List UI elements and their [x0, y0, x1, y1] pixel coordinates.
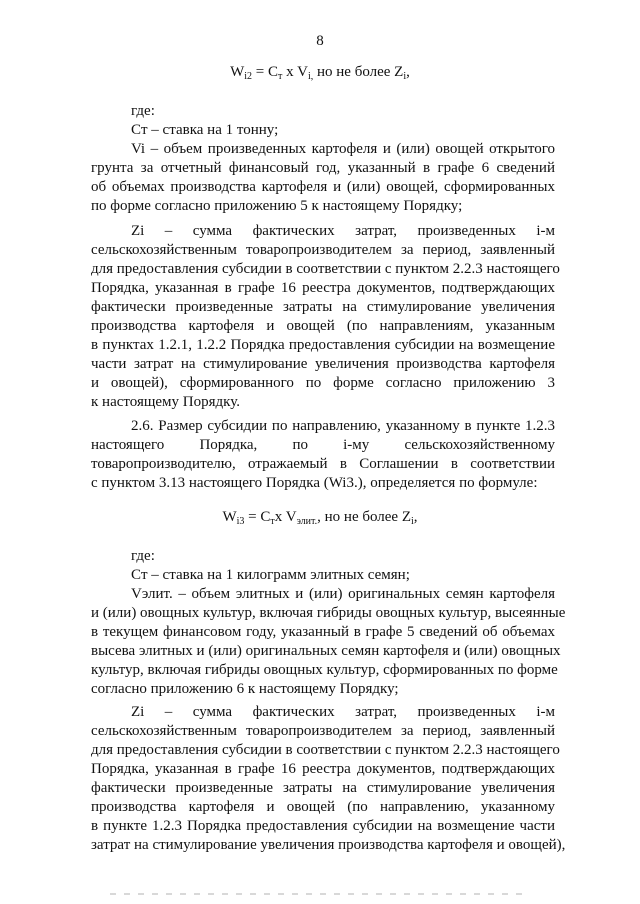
text-line: для предоставления субсидии в соответствии с пунктом 2.2.3 настоящего: [91, 742, 560, 758]
text-line: производства картофеля и овощей (по направлениям, указанным: [91, 318, 555, 334]
text-line: в пункте 1.2.3 Порядка предоставления субсидии на возмещение части: [91, 818, 555, 834]
formula-w: W: [222, 509, 237, 525]
text-line: согласно приложению 6 к настоящему Порядку;: [91, 681, 399, 697]
formula-c-sub: т: [278, 71, 283, 82]
formula-mid: = C: [252, 64, 279, 80]
text-line: в пунктах 1.2.1, 1.2.2 Порядка предоставления субсидии на возмещение: [91, 337, 555, 353]
text-line: товаропроизводителю, отражаемый в Соглашении в соответствии: [91, 456, 555, 472]
formula-end: ,: [413, 509, 418, 525]
text-line: с пунктом 3.13 настоящего Порядка (Wi3.), определяется по формуле:: [91, 475, 538, 491]
text-line: высева элитных и (или) оригинальных семян картофеля и (или) овощных: [91, 643, 561, 659]
text-line: фактически произведенные затраты на стимулирование увеличения: [91, 299, 555, 315]
formula-end: ,: [406, 64, 410, 80]
formula-w: W: [230, 64, 245, 80]
formula-w-sub: i3: [236, 516, 245, 527]
text-line: затрат на стимулирование увеличения производства картофеля и овощей),: [91, 837, 566, 853]
text-line: для предоставления субсидии в соответствии с пунктом 2.2.3 настоящего: [91, 261, 560, 277]
text-line: Порядка, указанная в графе 16 реестра документов, подтверждающих: [91, 761, 555, 777]
formula-mid: = C: [244, 509, 271, 525]
text-line: части затрат на стимулирование увеличения производства картофеля: [91, 356, 555, 372]
text-line: где:: [131, 548, 155, 564]
formula-w-sub: i2: [244, 71, 253, 82]
formula-v-sub: элит.: [296, 516, 318, 527]
formula-x: x V: [274, 509, 297, 525]
text-line: по форме согласно приложению 5 к настоящему Порядку;: [91, 198, 463, 214]
text-line: Cт – ставка на 1 тонну;: [131, 122, 279, 138]
text-line: где:: [131, 103, 155, 119]
text-line: производства картофеля и овощей (по направлению, указанному: [91, 799, 555, 815]
text-line: сельскохозяйственным товаропроизводителем за период, заявленный: [91, 242, 555, 258]
text-line: Vэлит. – объем элитных и (или) оригинальных семян картофеля: [131, 586, 555, 602]
formula-z-sub: i: [403, 71, 407, 82]
formula-z-sub: i: [411, 516, 414, 527]
text-line: и овощей), сформированного по форме согласно приложению 3: [91, 375, 555, 391]
scan-artifact: [110, 893, 530, 895]
formula-x: x V: [282, 64, 308, 80]
formula-v-sub: i,: [307, 71, 314, 82]
text-line: об объемах производства картофеля и (или) овощей, сформированных: [91, 179, 555, 195]
formula-wi3: [0, 509, 640, 527]
text-line: Порядка, указанная в графе 16 реестра документов, подтверждающих: [91, 280, 555, 296]
text-line: Vi – объем произведенных картофеля и (или) овощей открытого: [131, 141, 555, 157]
text-line: фактически произведенные затраты на стимулирование увеличения: [91, 780, 555, 796]
formula-tail: , но не более Z: [317, 509, 412, 525]
text-line: настоящего Порядка, по i-му сельскохозяйственному: [91, 437, 555, 453]
text-line: в текущем финансовом году, указанный в графе 5 сведений об объемах: [91, 624, 555, 640]
text-line: к настоящему Порядку.: [91, 394, 240, 410]
formula-c-sub: т: [270, 516, 275, 527]
text-line: и (или) овощных культур, включая гибриды овощных культур, высеянные: [91, 605, 566, 621]
text-line: сельскохозяйственным товаропроизводителем за период, заявленный: [91, 723, 555, 739]
formula-wi2: [0, 64, 640, 82]
text-line: Zi – сумма фактических затрат, произведенных i-м: [131, 223, 555, 239]
formula-tail: но не более Z: [313, 64, 404, 80]
page-number: 8: [316, 33, 324, 49]
text-line: грунта за отчетный финансовый год, указанный в графе 6 сведений: [91, 160, 555, 176]
text-line: культур, включая гибриды овощных культур, сформированных по форме: [91, 662, 558, 678]
text-line: Zi – сумма фактических затрат, произведенных i-м: [131, 704, 555, 720]
text-line: 2.6. Размер субсидии по направлению, указанному в пункте 1.2.3: [131, 418, 555, 434]
text-line: Cт – ставка на 1 килограмм элитных семян;: [131, 567, 410, 583]
